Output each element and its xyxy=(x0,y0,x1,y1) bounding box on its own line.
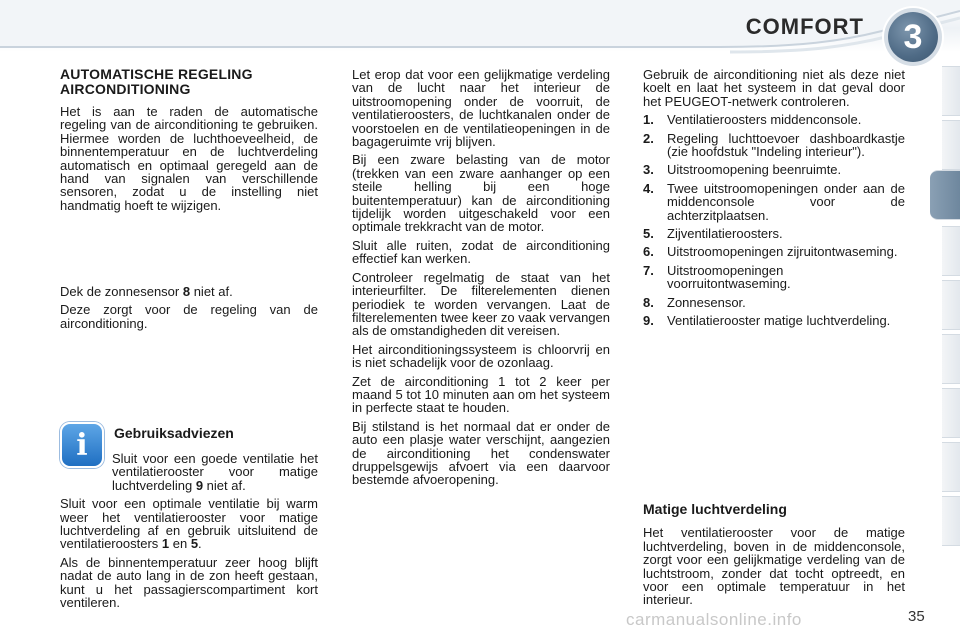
sensor-explanation: Deze zorgt voor de regeling van de airconditioning. xyxy=(60,302,318,331)
middle-paragraph: Sluit alle ruiten, zodat de airconditioning effectief kan werken. xyxy=(352,237,610,267)
legend-text: Ventilatierooster matige luchtverdeling. xyxy=(667,313,891,329)
middle-paragraph: Controleer regelmatig de staat van het interieurfilter. De filterelementen dienen periodiek te worden vervangen. Laat de filterelementen twee keer zo vaak vervangen als de omstandigheden dit vereisen. xyxy=(352,269,610,339)
tips-paragraph: Als de binnentemperatuur zeer hoog blijft nadat de auto lang in de zon heeft gestaan, kunt u het passagierscompartiment kort ventileren. xyxy=(60,554,318,611)
chapter-side-tabs xyxy=(932,66,960,576)
side-tab[interactable] xyxy=(942,66,960,116)
subsection-title: Matige luchtverdeling xyxy=(643,501,787,517)
subsection-paragraph: Het ventilatierooster voor de matige luchtverdeling, boven in de middenconsole, zorgt voor een gelijkmatige verdeling van de luchtstroom, zonder dat tocht optreedt, en voor een optimale temperatuur in het interieur. xyxy=(643,525,905,608)
legend-item xyxy=(643,296,905,309)
right-intro: Gebruik de airconditioning niet als deze niet koelt en laat het systeem in dat geval door het PEUGEOT-netwerk controleren. xyxy=(643,67,905,109)
chapter-title: COMFORT xyxy=(745,14,864,39)
side-tab[interactable] xyxy=(942,388,960,438)
side-tab-active[interactable] xyxy=(930,170,960,220)
legend-text: Uitstroomopeningen zijruitontwaseming. xyxy=(667,244,898,260)
watermark: carmanualsonline.info xyxy=(626,610,802,629)
legend-item xyxy=(643,182,905,222)
intro-paragraph: Het is aan te raden de automatische regeling van de airconditioning te gebruiken. Hiermee worden de luchthoeveelheid, de binnentemperatuur en de luchtverdeling automatisch en optimaal geregeld aan de hand van signalen van verschillende sensoren, zodat u de instelling niet handmatig hoeft te wijzigen. xyxy=(60,104,318,213)
subsection xyxy=(643,503,905,612)
middle-column xyxy=(352,68,610,492)
legend-item xyxy=(643,227,905,240)
legend-number: 6. xyxy=(643,244,654,260)
legend-item xyxy=(643,245,905,258)
middle-paragraph: Zet de airconditioning 1 tot 2 keer per maand 5 tot 10 minuten aan om het systeem in perfecte staat te houden. xyxy=(352,373,610,416)
tips-title-block xyxy=(114,427,318,450)
middle-paragraph: Let erop dat voor een gelijkmatige verdeling van de lucht naar het interieur de uitstroomopening onder de voorruit, de ventilatieroosters, de luchtkanalen onder de voorstoelen en de ventilatieopeningen in de bagageruimte vrij blijven. xyxy=(352,67,610,150)
page-number: 35 xyxy=(908,608,925,625)
sensor-note xyxy=(60,285,318,335)
legend-number: 8. xyxy=(643,294,654,310)
tips-paragraph: Sluit voor een optimale ventilatie bij warm weer het ventilatierooster voor matige luchtverdeling af en gebruik uitsluitend de ventilatieroosters 1 en 5. xyxy=(60,496,318,552)
tips-title: Gebruiksadviezen xyxy=(114,425,234,441)
side-tab[interactable] xyxy=(942,226,960,276)
legend-number: 4. xyxy=(643,180,654,196)
legend-item xyxy=(643,132,905,159)
legend-text: Regeling luchttoevoer dashboardkastje (zie hoofdstuk "Indeling interieur"). xyxy=(667,130,905,160)
middle-paragraph: Bij een zware belasting van de motor (trekken van een zware aanhanger op een steile helling bij een hoge buitentemperatuur) kan de airconditioning tijdelijk worden uitgeschakeld voor een optimale trekkracht van de motor. xyxy=(352,152,610,235)
side-tab[interactable] xyxy=(942,280,960,330)
side-tab[interactable] xyxy=(942,442,960,492)
legend-list xyxy=(643,113,905,327)
left-column xyxy=(60,67,318,217)
sensor-warning: Dek de zonnesensor 8 niet af. xyxy=(60,284,233,299)
middle-paragraph: Het airconditioningssysteem is chloorvrij en is niet schadelijk voor de ozonlaag. xyxy=(352,341,610,371)
right-column xyxy=(643,68,905,333)
legend-text: Ventilatieroosters middenconsole. xyxy=(667,112,862,128)
legend-number: 2. xyxy=(643,130,654,146)
legend-item xyxy=(643,314,905,327)
info-icon: i xyxy=(60,422,104,468)
section-title: AUTOMATISCHE REGELING AIRCONDITIONING xyxy=(60,66,253,97)
legend-number: 5. xyxy=(643,226,654,242)
legend-text: Zijventilatieroosters. xyxy=(667,226,783,242)
legend-number: 3. xyxy=(643,162,654,178)
tips-body xyxy=(60,452,318,614)
side-tab[interactable] xyxy=(942,496,960,546)
tips-paragraph: Sluit voor een goede ventilatie het ventilatierooster voor matige luchtverdeling 9 niet af. xyxy=(112,451,318,493)
legend-item xyxy=(643,163,905,176)
legend-number: 9. xyxy=(643,313,654,329)
legend-item xyxy=(643,264,905,291)
middle-paragraph: Bij stilstand is het normaal dat er onder de auto een plasje water verschijnt, aangezien de airconditioning het condenswater druppelsgewijs afvoert via een daarvoor bestemde afvoeropening. xyxy=(352,418,610,488)
legend-text: Twee uitstroomopeningen onder aan de middenconsole voor de achterzitplaatsen. xyxy=(667,180,905,223)
legend-number: 1. xyxy=(643,112,654,128)
side-tab[interactable] xyxy=(942,120,960,170)
chapter-number-badge: 3 xyxy=(888,12,938,62)
legend-number: 7. xyxy=(643,262,654,278)
legend-text: Zonnesensor. xyxy=(667,294,746,310)
legend-text: Uitstroomopening beenruimte. xyxy=(667,162,842,178)
legend-item xyxy=(643,113,905,126)
side-tab[interactable] xyxy=(942,334,960,384)
legend-text: Uitstroomopeningen voorruitontwaseming. xyxy=(667,262,791,292)
